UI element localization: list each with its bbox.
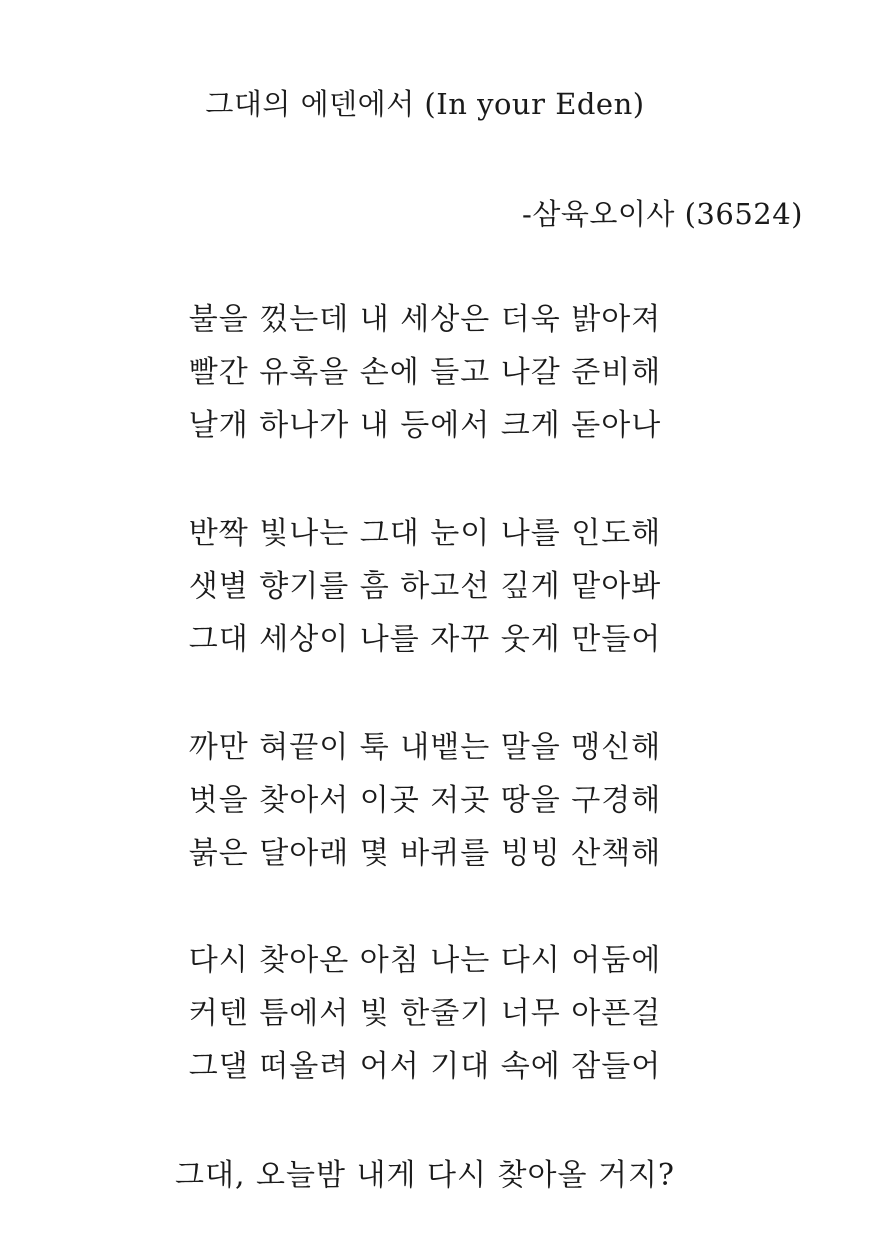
stanza-3 (0, 721, 850, 880)
poem-line: 날개 하나가 내 등에서 크게 돋아나 (188, 408, 662, 443)
poem-line: 다시 찾아온 아침 나는 다시 어둠에 (188, 943, 662, 978)
stanza-2 (0, 507, 850, 666)
poem-line: 까만 혀끝이 툭 내뱉는 말을 맹신해 (188, 730, 662, 765)
stanza-4 (0, 934, 850, 1093)
poem-line: 샛별 향기를 흠 하고선 깊게 맡아봐 (188, 569, 662, 604)
poem-line: 빨간 유혹을 손에 들고 나갈 준비해 (188, 355, 662, 390)
closing-line: 그대, 오늘밤 내게 다시 찾아올 거지? (174, 1158, 676, 1193)
poem-line: 반짝 빛나는 그대 눈이 나를 인도해 (188, 516, 662, 551)
poem-line: 벗을 찾아서 이곳 저곳 땅을 구경해 (188, 783, 662, 818)
poem-author: -삼육오이사 (36524) (522, 197, 803, 231)
poem-line: 그댈 떠올려 어서 기대 속에 잠들어 (188, 1049, 662, 1084)
poem-line: 붉은 달아래 몇 바퀴를 빙빙 산책해 (188, 836, 662, 871)
poem-line: 그대 세상이 나를 자꾸 웃게 만들어 (188, 622, 662, 657)
poem-title: 그대의 에덴에서 (In your Eden) (205, 87, 645, 121)
stanza-1 (0, 293, 850, 452)
poem-line: 커텐 틈에서 빛 한줄기 너무 아픈걸 (188, 996, 662, 1031)
poem-line: 불을 껐는데 내 세상은 더욱 밝아져 (188, 302, 662, 337)
